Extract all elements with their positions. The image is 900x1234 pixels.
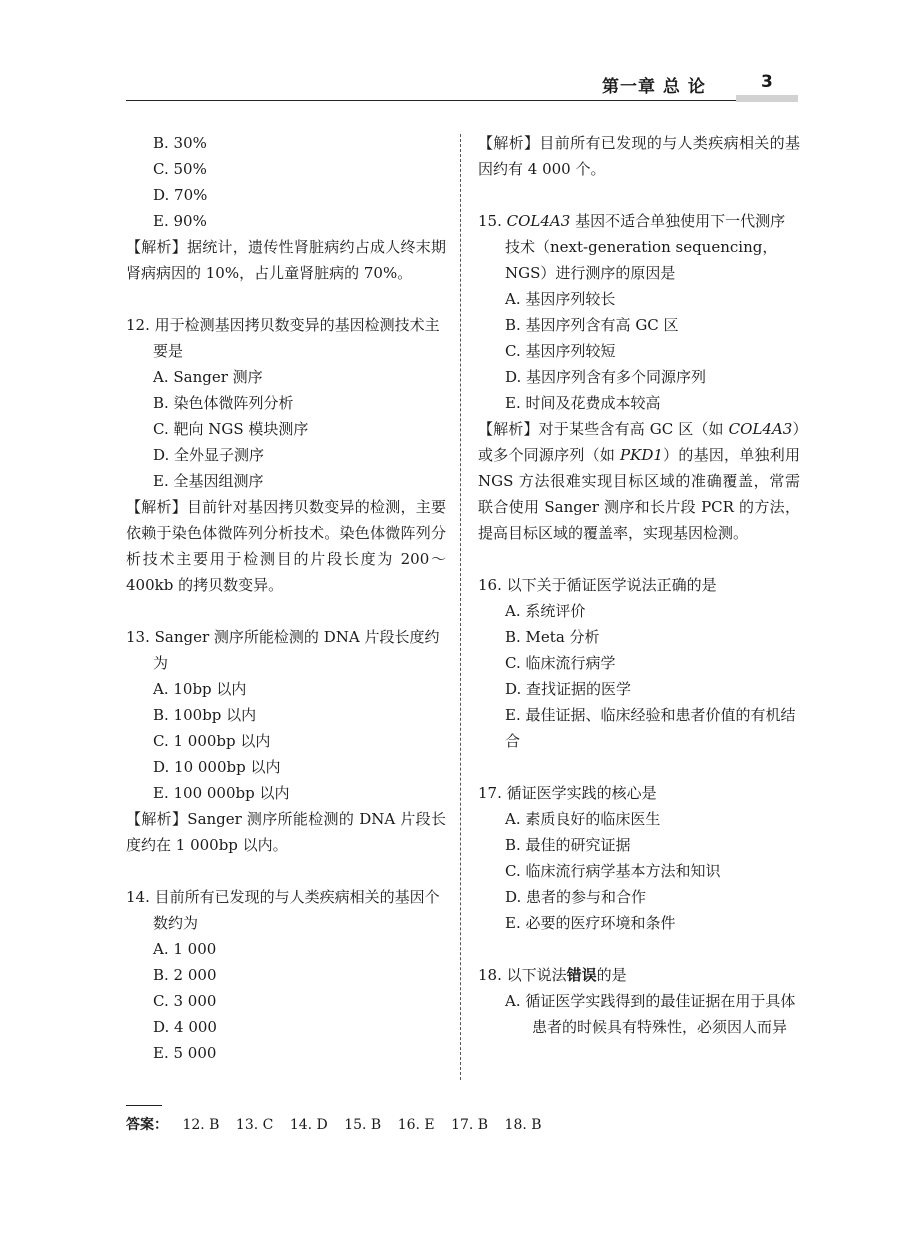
answer-key [126, 1114, 554, 1134]
answer-label: 答案： [126, 1117, 168, 1133]
q12-option: B. 染色体微阵列分析 [153, 394, 294, 412]
q16-option: A. 系统评价 [505, 602, 586, 620]
q17-option: D. 患者的参与和合作 [505, 888, 647, 906]
q12-explanation: 【解析】目前针对基因拷贝数变异的检测，主要依赖于染色体微阵列分析技术。染色体微阵列分析技术主要用于检测目的片段长度为 200～400kb 的拷贝数变异。 [126, 498, 446, 594]
q18-stem-text: 的是 [596, 966, 627, 984]
q13-option: C. 1 000bp 以内 [153, 732, 271, 750]
q12-option: E. 全基因组测序 [153, 472, 264, 490]
q11-option: C. 50% [153, 160, 207, 178]
q17-option: C. 临床流行病学基本方法和知识 [505, 862, 721, 880]
q15-stem [478, 208, 800, 286]
q17-option: A. 素质良好的临床医生 [505, 810, 661, 828]
q12-option: C. 靶向 NGS 模块测序 [153, 420, 309, 438]
answer-rule [126, 1105, 162, 1106]
answer-item: 17. B [451, 1117, 489, 1133]
q15-exp-text: ）或多个同源序列（如 [478, 420, 800, 464]
q14-explanation: 【解析】目前所有已发现的与人类疾病相关的基因约有 4 000 个。 [478, 134, 800, 178]
q16-stem: 16. 以下关于循证医学说法正确的是 [478, 576, 717, 594]
q17-stem: 17. 循证医学实践的核心是 [478, 784, 657, 802]
answer-item: 12. B [182, 1117, 220, 1133]
answer-item: 18. B [504, 1117, 542, 1133]
q13-option: D. 10 000bp 以内 [153, 758, 281, 776]
q12-option: A. Sanger 测序 [153, 368, 263, 386]
header-tab-bar [736, 95, 798, 102]
q15-stem-text: 基因不适合单独使用下一代测序技术（next-generation sequencing，NGS）进行测序的原因是 [505, 212, 786, 282]
q15-number: 15. [478, 212, 502, 230]
q15-explanation [478, 416, 800, 546]
gene-name: COL4A3 [728, 420, 793, 438]
q13-option: A. 10bp 以内 [153, 680, 247, 698]
q15-exp-text: 【解析】对于某些含有高 GC 区（如 [478, 420, 729, 438]
q18-option: A. 循证医学实践得到的最佳证据在用于具体患者的时候具有特殊性，必须因人而异 [505, 992, 796, 1036]
q14-option: C. 3 000 [153, 992, 217, 1010]
q17-option: B. 最佳的研究证据 [505, 836, 631, 854]
q13-option: B. 100bp 以内 [153, 706, 257, 724]
gene-name: PKD1 [620, 446, 663, 464]
header-rule [126, 100, 736, 101]
q14-option: D. 4 000 [153, 1018, 217, 1036]
q13-stem: 13. Sanger 测序所能检测的 DNA 片段长度约为 [126, 628, 440, 672]
q16-option: E. 最佳证据、临床经验和患者价值的有机结合 [505, 706, 796, 750]
gene-name: COL4A3 [506, 212, 571, 230]
q15-option: E. 时间及花费成本较高 [505, 394, 661, 412]
column-divider [460, 134, 461, 1080]
q15-exp-text: ）的基因，单独利用 NGS 方法很难实现目标区域的准确覆盖，常需联合使用 Sanger 测序和长片段 PCR 的方法，提高目标区域的覆盖率，实现基因检测。 [478, 446, 800, 542]
page-number: 3 [761, 72, 773, 92]
q14-option: B. 2 000 [153, 966, 217, 984]
q11-option: B. 30% [153, 134, 207, 152]
q14-stem: 14. 目前所有已发现的与人类疾病相关的基因个数约为 [126, 888, 440, 932]
answer-item: 15. B [344, 1117, 382, 1133]
q12-stem: 12. 用于检测基因拷贝数变异的基因检测技术主要是 [126, 316, 440, 360]
q11-option: D. 70% [153, 186, 208, 204]
q15-option: B. 基因序列含有高 GC 区 [505, 316, 679, 334]
q12-option: D. 全外显子测序 [153, 446, 265, 464]
q15-option: A. 基因序列较长 [505, 290, 616, 308]
q15-option: D. 基因序列含有多个同源序列 [505, 368, 707, 386]
q18-stem [478, 962, 800, 988]
q16-option: D. 查找证据的医学 [505, 680, 632, 698]
q11-explanation: 【解析】据统计，遗传性肾脏病约占成人终末期肾病病因的 10%，占儿童肾脏病的 70%。 [126, 238, 446, 282]
q17-option: E. 必要的医疗环境和条件 [505, 914, 676, 932]
left-column [126, 130, 446, 1066]
q15-option: C. 基因序列较短 [505, 342, 616, 360]
chapter-title: 第一章 总 论 [602, 77, 706, 97]
q13-explanation: 【解析】Sanger 测序所能检测的 DNA 片段长度约在 1 000bp 以内。 [126, 810, 446, 854]
answer-item: 13. C [235, 1117, 274, 1133]
answer-item: 16. E [397, 1117, 435, 1133]
q14-option: A. 1 000 [153, 940, 217, 958]
right-column [478, 130, 800, 1040]
q14-option: E. 5 000 [153, 1044, 217, 1062]
q16-option: C. 临床流行病学 [505, 654, 616, 672]
q16-option: B. Meta 分析 [505, 628, 600, 646]
q18-stem-text: 18. 以下说法 [478, 966, 567, 984]
q11-option: E. 90% [153, 212, 207, 230]
q18-keyword: 错误 [566, 966, 597, 984]
q13-option: E. 100 000bp 以内 [153, 784, 290, 802]
answer-item: 14. D [289, 1117, 328, 1133]
